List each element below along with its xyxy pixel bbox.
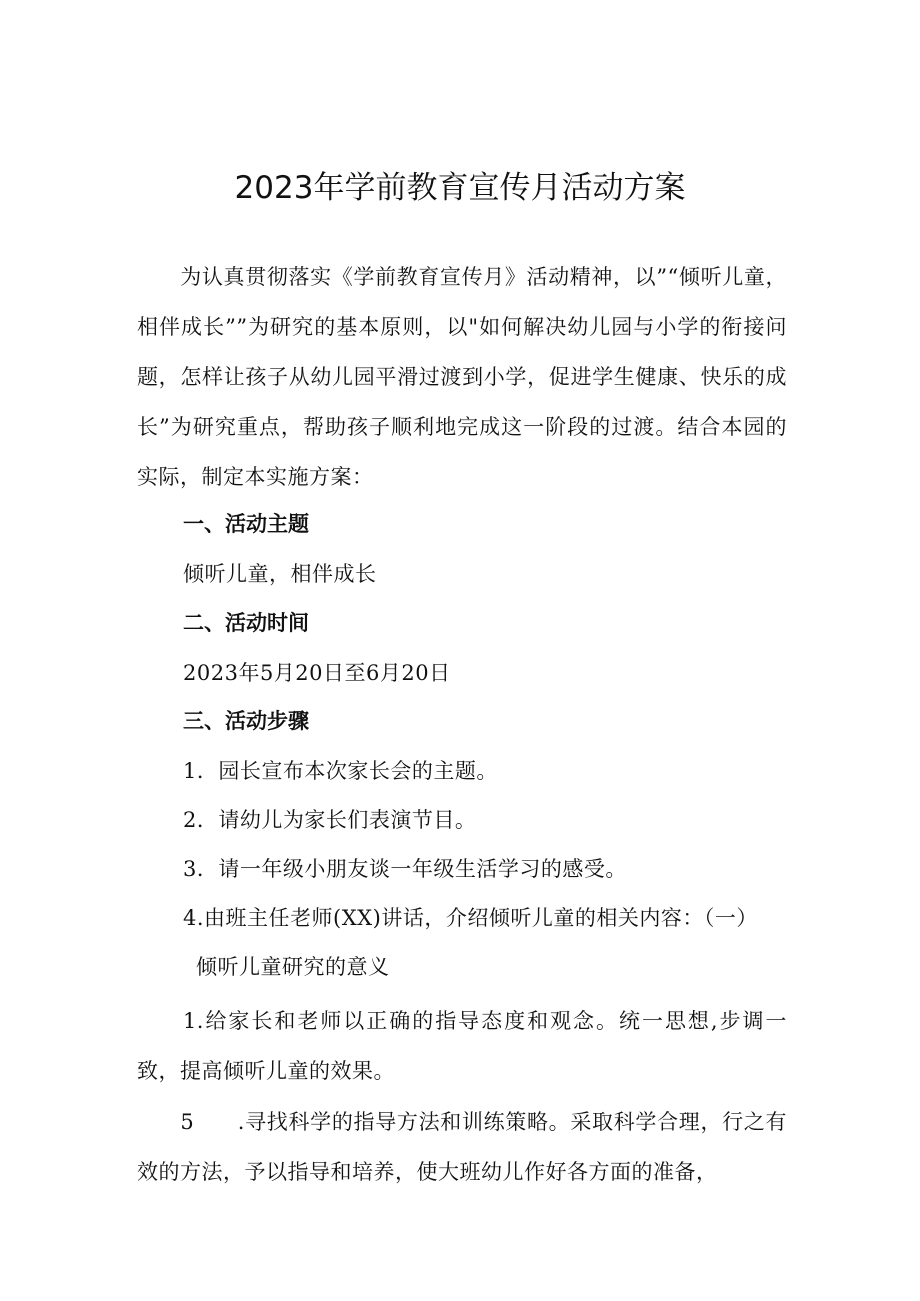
time-text: 2023年5月20日至6月20日: [183, 661, 451, 685]
theme-text: 倾听儿童，相伴成长: [183, 562, 377, 586]
step-item: 1．园长宣布本次家长会的主题。: [183, 759, 498, 783]
step-item: 2．请幼儿为家长们表演节目。: [183, 808, 477, 832]
significance-item-1: 1.给家长和老师以正确的指导态度和观念。统一思想,步调一致，提高倾听儿童的效果。: [137, 1009, 787, 1083]
document-title: 2023年学前教育宣传月活动方案: [234, 170, 686, 206]
section-heading-theme: 一、活动主题: [183, 512, 309, 536]
section-heading-time: 二、活动时间: [183, 611, 309, 635]
section-heading-steps: 三、活动步骤: [183, 709, 309, 733]
subheading-significance: 倾听儿童研究的意义: [196, 955, 390, 979]
step-item: 4.由班主任老师(XX)讲话，介绍倾听儿童的相关内容：（一）: [183, 906, 758, 930]
intro-paragraph: 为认真贯彻落实《学前教育宣传月》活动精神，以”“倾听儿童，相伴成长””为研究的基本原则，以"如何解决幼儿园与小学的衔接问题，怎样让孩子从幼儿园平滑过渡到小学，促进学生健康、快乐的成长”为研究重点，帮助孩子顺利地完成这一阶段的过渡。结合本园的实际，制定本实施方案：: [137, 265, 787, 489]
significance-item-5: 5 .寻找科学的指导方法和训练策略。采取科学合理，行之有效的方法，予以指导和培养，使大班幼儿作好各方面的准备，: [137, 1110, 787, 1184]
step-item: 3．请一年级小朋友谈一年级生活学习的感受。: [183, 857, 627, 881]
